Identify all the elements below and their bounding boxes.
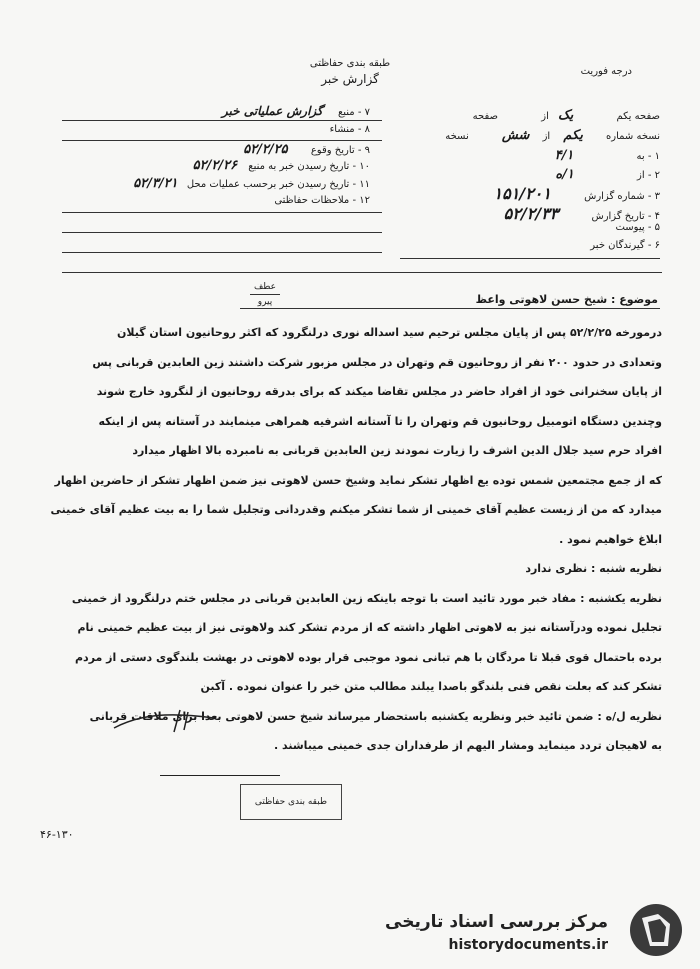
body-line: نظریه شنبه : نظری ندارد: [525, 562, 662, 575]
divider-line: [62, 232, 382, 233]
signature-scribble-icon: [110, 706, 220, 736]
divider-line: [62, 120, 382, 121]
form-fields-right: [360, 0, 660, 300]
margin-note-bottom: پیرو: [257, 297, 273, 307]
degree-label: درجه فوریت: [580, 66, 632, 77]
footer-url: historydocuments.ir: [448, 937, 608, 953]
body-line: نظریه یکشنبه : مفاد خبر مورد تائید است با توجه باینکه زین العابدین قربانی در مجلس ختم درلنگرود از خمینی: [71, 591, 662, 605]
body-line: به لاهیجان تردد مینماید ومشار الیهم از طرفداران جدی خمینی میباشند .: [274, 739, 662, 752]
form-fields-left: [40, 0, 370, 300]
body-line: تجلیل نموده ودرآستانه نیز به لاهوتی اظهار داشته که از مردم تشکر کند ولاهوتی نیز از بیت عظیم خمینی نام: [77, 621, 662, 634]
field-origin: ۸ - منشاء: [329, 124, 370, 135]
body-line: وچندین دستگاه اتومبیل روحانیون قم وتهران را تا آستانه اشرفیه همراهی مینمایند در آستانه پس از اینکه: [98, 414, 662, 428]
divider-line: [400, 258, 660, 259]
body-line: که از جمع مجتمعین شمس توده یع اظهار تشکر نماید وشیخ حسن لاهوتی نیز ضمن اظهار تشکر از حاضرین اظهار: [54, 473, 662, 487]
classification-stamp: طبقه بندی حفاظتی: [240, 784, 342, 820]
classification-label: طبقه بندی حفاظتی: [309, 58, 391, 69]
reference-number: ۴۶-۱۳۰: [40, 828, 74, 841]
field-attachment: ۵ - پیوست: [615, 222, 660, 233]
divider-line: [62, 252, 382, 253]
field-to: ۱ - به ۴/۱: [554, 148, 660, 163]
footer-title: مرکز بررسی اسناد تاریخی: [385, 912, 608, 932]
body-line: میدارد که من از زیست عظیم آقای خمینی از شما تشکر میکنم وقدردانی وتجلیل شما را به بیت عظیم آقای خمینی: [50, 503, 662, 516]
field-from: ۲ - از ۱/ه: [555, 167, 660, 182]
field-event-date: ۹ - تاریخ وقوع ۵۲/۲/۲۵: [243, 142, 370, 157]
field-source-date: ۱۰ - تاریخ رسیدن خبر به منبع ۵۲/۲/۲۶: [192, 158, 370, 173]
body-line: افراد حرم سید جلال الدین اشرف را زیارت نمودند زین العابدین قربانی به نامبرده بالا اظهار میدارد: [132, 444, 662, 457]
subject-line: موضوع : شیخ حسن لاهوتی واعظ: [475, 293, 658, 306]
subject-underline: [240, 308, 660, 309]
divider-line: [62, 272, 662, 273]
body-line: برده باحتمال قوی قبلا تا مردگان با هم تبانی نمود موجبی قرار بوده لاهوتی در بهشت بلندگوی دستی از مردم: [74, 650, 662, 664]
report-type: گزارش خبر: [321, 72, 379, 86]
divider-line: [62, 140, 382, 141]
body-line: درمورخه ۵۲/۲/۲۵ پس از پایان مجلس ترحیم سید اسداله نوری درلنگرود که اکثر روحانیون استان گیلان: [116, 326, 662, 339]
body-line: تشکر کند که بعلت نقص فنی بلندگو باصدا یبلند مطالب متن خبر را عنوان نموده . آکبن: [200, 680, 662, 693]
field-copy: نسخه شماره یکم از شش نسخه: [445, 128, 660, 143]
field-recipients: ۶ - گیرندگان خبر: [590, 240, 660, 251]
margin-note: [250, 282, 280, 307]
margin-note-top: عطف: [253, 282, 277, 292]
body-line: ابلاغ خواهیم نمود .: [559, 532, 662, 546]
field-page: صفحه یکم یک از صفحه: [472, 108, 660, 123]
field-security-notes: ۱۲ - ملاحظات حفاظتی: [274, 195, 370, 206]
body-line: وتعدادی در حدود ۲۰۰ نفر از روحانیون قم وتهران در مجلس مزبور شرکت داشتند زین العابدین قربانی پس: [92, 355, 662, 369]
divider-line: [62, 212, 382, 213]
field-report-date: ۴ - تاریخ گزارش ۵۲/۲/۳۳: [503, 204, 660, 223]
body-line: نظریه ل/ه : ضمن تائید خبر ونظریه یکشنبه باستحضار میرساند شیخ حسن لاهوتی بعدا برای ملاقات قربانی: [89, 709, 662, 723]
field-source: ۷ - منبع گزارش عملیاتی خبر: [221, 104, 370, 118]
field-report-number: ۳ - شماره گزارش ۱۵۱/۲۰۱: [493, 184, 660, 203]
signature-underline: [160, 775, 280, 776]
report-body: [50, 318, 662, 761]
archive-logo-icon: [628, 902, 684, 958]
body-line: از پایان سخنرانی خود از افراد حاضر در مجلس تقاضا میکند که برای بدرقه روحانیون از لنگرود خارج شوند: [96, 385, 662, 398]
field-arrival-date: ۱۱ - تاریخ رسیدن خبر برحسب عملیات محل ۵۲/۳/۲۱: [133, 176, 370, 191]
